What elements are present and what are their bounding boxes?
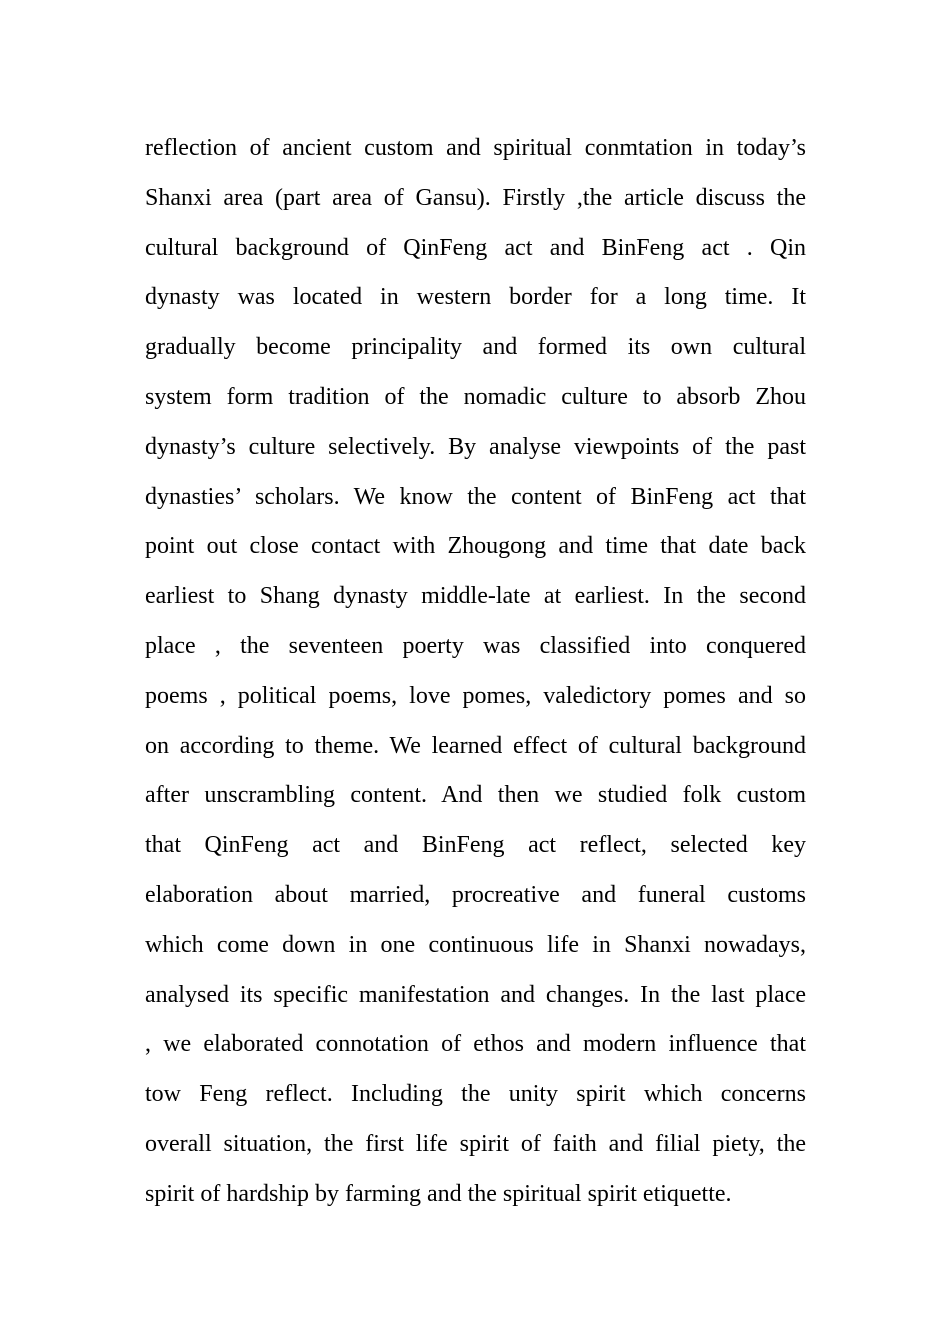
paragraph-line: after unscrambling content. And then we studied folk custom — [145, 782, 806, 809]
paragraph-line: dynasty’s culture selectively. By analyse viewpoints of the past — [145, 433, 806, 460]
paragraph-line: poems , political poems, love pomes, valedictory pomes and so — [145, 682, 806, 709]
paragraph-line: elaboration about married, procreative and funeral customs — [145, 881, 806, 908]
paragraph-line: which come down in one continuous life in Shanxi nowadays, — [145, 931, 806, 958]
paragraph-line: dynasties’ scholars. We know the content of BinFeng act that — [145, 483, 806, 510]
paragraph-line: earliest to Shang dynasty middle-late at earliest. In the second — [145, 583, 806, 610]
paragraph-line: point out close contact with Zhougong and time that date back — [145, 533, 806, 560]
paragraph-line: gradually become principality and formed its own cultural — [145, 334, 806, 361]
paragraph-line: reflection of ancient custom and spiritual conmtation in today’s — [145, 135, 806, 161]
paragraph-line: analysed its specific manifestation and changes. In the last place — [145, 981, 806, 1008]
paragraph-line-last: spirit of hardship by farming and the spiritual spirit etiquette. — [145, 1180, 732, 1207]
abstract-paragraph — [145, 124, 806, 1220]
paragraph-line: tow Feng reflect. Including the unity spirit which concerns — [145, 1081, 806, 1108]
paragraph-line: place , the seventeen poerty was classified into conquered — [145, 632, 806, 659]
paragraph-line: overall situation, the first life spirit of faith and filial piety, the — [145, 1130, 806, 1157]
paragraph-line: cultural background of QinFeng act and BinFeng act . Qin — [145, 234, 806, 261]
paragraph-line: , we elaborated connotation of ethos and modern influence that — [145, 1031, 806, 1058]
paragraph-line: dynasty was located in western border for a long time. It — [145, 284, 806, 311]
paragraph-line: system form tradition of the nomadic culture to absorb Zhou — [145, 383, 806, 410]
paragraph-line: that QinFeng act and BinFeng act reflect, selected key — [145, 832, 806, 859]
paragraph-line: on according to theme. We learned effect of cultural background — [145, 732, 806, 759]
paragraph-line: Shanxi area (part area of Gansu). Firstly ,the article discuss the — [145, 184, 806, 211]
